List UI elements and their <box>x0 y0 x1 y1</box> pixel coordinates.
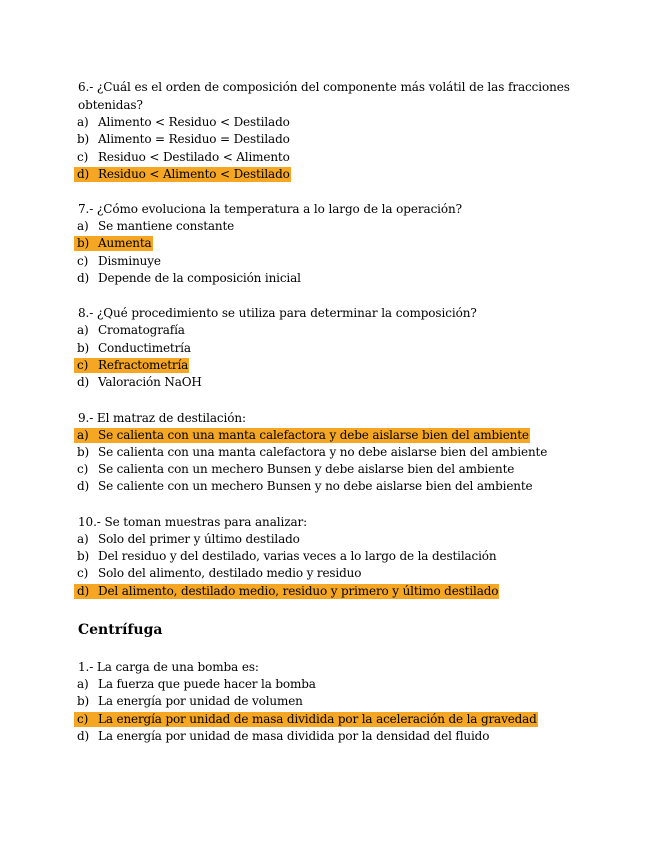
option-letter: c) <box>77 566 89 581</box>
answer-option <box>78 114 578 131</box>
option-letter: a) <box>77 219 89 234</box>
option-text: Alimento < Residuo < Destilado <box>98 115 290 129</box>
answer-option-correct <box>78 711 578 728</box>
option-letter: c) <box>77 711 89 726</box>
answer-option <box>78 218 578 235</box>
answer-line <box>74 375 203 390</box>
option-text: La energía por unidad de masa dividida por la aceleración de la gravedad <box>98 711 537 726</box>
answer-line <box>74 445 548 460</box>
document-page <box>78 78 578 745</box>
answer-option-correct <box>78 583 578 600</box>
option-letter: b) <box>77 132 90 147</box>
answer-line <box>74 271 302 286</box>
answer-line <box>74 677 317 692</box>
answer-option <box>78 149 578 166</box>
option-text: Residuo < Destilado < Alimento <box>98 149 290 164</box>
option-letter: d) <box>77 271 90 286</box>
option-text: Solo del primer y último destilado <box>98 531 300 546</box>
answer-option <box>78 444 578 461</box>
answer-line <box>74 132 291 147</box>
option-text: Refractometría <box>98 357 189 372</box>
option-text: Depende de la composición inicial <box>98 271 301 286</box>
answer-options <box>78 676 578 745</box>
question-group-distillation <box>78 78 578 600</box>
option-letter: a) <box>77 531 89 546</box>
option-letter: a) <box>77 676 89 691</box>
question-spacer <box>78 496 578 513</box>
option-text: Se calienta con un mechero Bunsen y debe aislarse bien del ambiente <box>98 462 515 477</box>
answer-line <box>74 150 291 165</box>
answer-highlight <box>74 428 530 443</box>
answer-line <box>74 219 235 234</box>
option-text: Aumenta <box>98 236 152 251</box>
answer-line <box>74 566 362 581</box>
question-text: 8.- ¿Qué procedimiento se utiliza para determinar la composición? <box>78 306 477 321</box>
option-letter: c) <box>77 357 89 372</box>
answer-option <box>78 676 578 693</box>
option-text: Se caliente con un mechero Bunsen y no debe aislarse bien del ambiente <box>98 479 533 494</box>
option-letter: d) <box>77 583 90 598</box>
answer-option <box>78 728 578 745</box>
question <box>78 513 578 600</box>
option-letter: a) <box>77 427 89 442</box>
option-letter: d) <box>77 479 90 494</box>
question <box>78 304 578 391</box>
question <box>78 78 578 183</box>
answer-option <box>78 548 578 565</box>
option-text: Valoración NaOH <box>98 375 202 390</box>
answer-option <box>78 322 578 339</box>
answer-option <box>78 461 578 478</box>
option-text: Se calienta con una manta calefactora y debe aislarse bien del ambiente <box>98 427 529 442</box>
option-text: Disminuye <box>98 253 161 268</box>
option-text: Se calienta con una manta calefactora y no debe aislarse bien del ambiente <box>98 444 548 459</box>
answer-option-correct <box>78 427 578 444</box>
answer-highlight <box>74 712 538 727</box>
question <box>78 200 578 287</box>
question-text: 1.- La carga de una bomba es: <box>78 659 259 674</box>
answer-option-correct <box>78 166 578 183</box>
option-letter: b) <box>77 444 90 459</box>
option-text: Del alimento, destilado medio, residuo y primero y último destilado <box>98 583 499 598</box>
answer-options <box>78 322 578 391</box>
answer-option-correct <box>78 235 578 252</box>
question-spacer <box>78 287 578 304</box>
answer-highlight <box>74 584 499 599</box>
option-text: Del residuo y del destilado, varias veces a lo largo de la destilación <box>98 549 497 564</box>
answer-options <box>78 218 578 287</box>
answer-options <box>78 114 578 183</box>
question-spacer <box>78 183 578 200</box>
answer-line <box>74 341 192 356</box>
option-letter: d) <box>77 166 90 181</box>
question <box>78 409 578 496</box>
answer-line <box>74 479 534 494</box>
answer-line <box>74 532 301 547</box>
option-text: La energía por unidad de masa dividida por la densidad del fluido <box>98 728 490 743</box>
option-letter: c) <box>77 149 89 164</box>
question-spacer <box>78 392 578 409</box>
option-letter: c) <box>77 462 89 477</box>
answer-option <box>78 478 578 495</box>
question <box>78 658 578 745</box>
answer-options <box>78 531 578 600</box>
question-text: 6.- ¿Cuál es el orden de composición del componente más volátil de las fracciones obtenidas? <box>78 80 570 112</box>
answer-option <box>78 693 578 710</box>
option-letter: b) <box>77 549 90 564</box>
answer-line <box>74 115 291 130</box>
answer-line <box>74 323 186 338</box>
answer-line <box>74 729 490 744</box>
answer-highlight <box>74 236 153 251</box>
answer-line <box>74 694 304 709</box>
answer-option <box>78 253 578 270</box>
answer-option-correct <box>78 357 578 374</box>
answer-options <box>78 427 578 496</box>
option-text: Se mantiene constante <box>98 219 235 234</box>
option-text: La energía por unidad de volumen <box>98 694 303 709</box>
option-letter: d) <box>77 375 90 390</box>
option-text: Alimento = Residuo = Destilado <box>98 132 290 147</box>
answer-option <box>78 374 578 391</box>
answer-option <box>78 340 578 357</box>
answer-highlight <box>74 167 291 182</box>
option-text: La fuerza que puede hacer la bomba <box>98 676 316 691</box>
option-letter: d) <box>77 728 90 743</box>
option-text: Cromatografía <box>98 323 185 338</box>
option-text: Conductimetría <box>98 340 191 355</box>
answer-option <box>78 131 578 148</box>
answer-line <box>74 549 497 564</box>
section-title: Centrífuga <box>78 621 163 638</box>
option-letter: a) <box>77 115 89 129</box>
option-letter: b) <box>77 236 90 251</box>
question-text: 10.- Se toman muestras para analizar: <box>78 514 308 529</box>
question-group-centrifuge <box>78 658 578 745</box>
option-letter: b) <box>77 694 90 709</box>
option-letter: c) <box>77 253 89 268</box>
answer-option <box>78 270 578 287</box>
option-letter: b) <box>77 340 90 355</box>
option-letter: a) <box>77 323 89 338</box>
answer-line <box>74 254 162 269</box>
question-text: 9.- El matraz de destilación: <box>78 410 246 425</box>
answer-line <box>74 462 515 477</box>
question-text: 7.- ¿Cómo evoluciona la temperatura a lo largo de la operación? <box>78 202 463 217</box>
answer-option <box>78 565 578 582</box>
option-text: Residuo < Alimento < Destilado <box>98 166 290 181</box>
answer-highlight <box>74 358 189 373</box>
option-text: Solo del alimento, destilado medio y residuo <box>98 566 362 581</box>
answer-option <box>78 531 578 548</box>
